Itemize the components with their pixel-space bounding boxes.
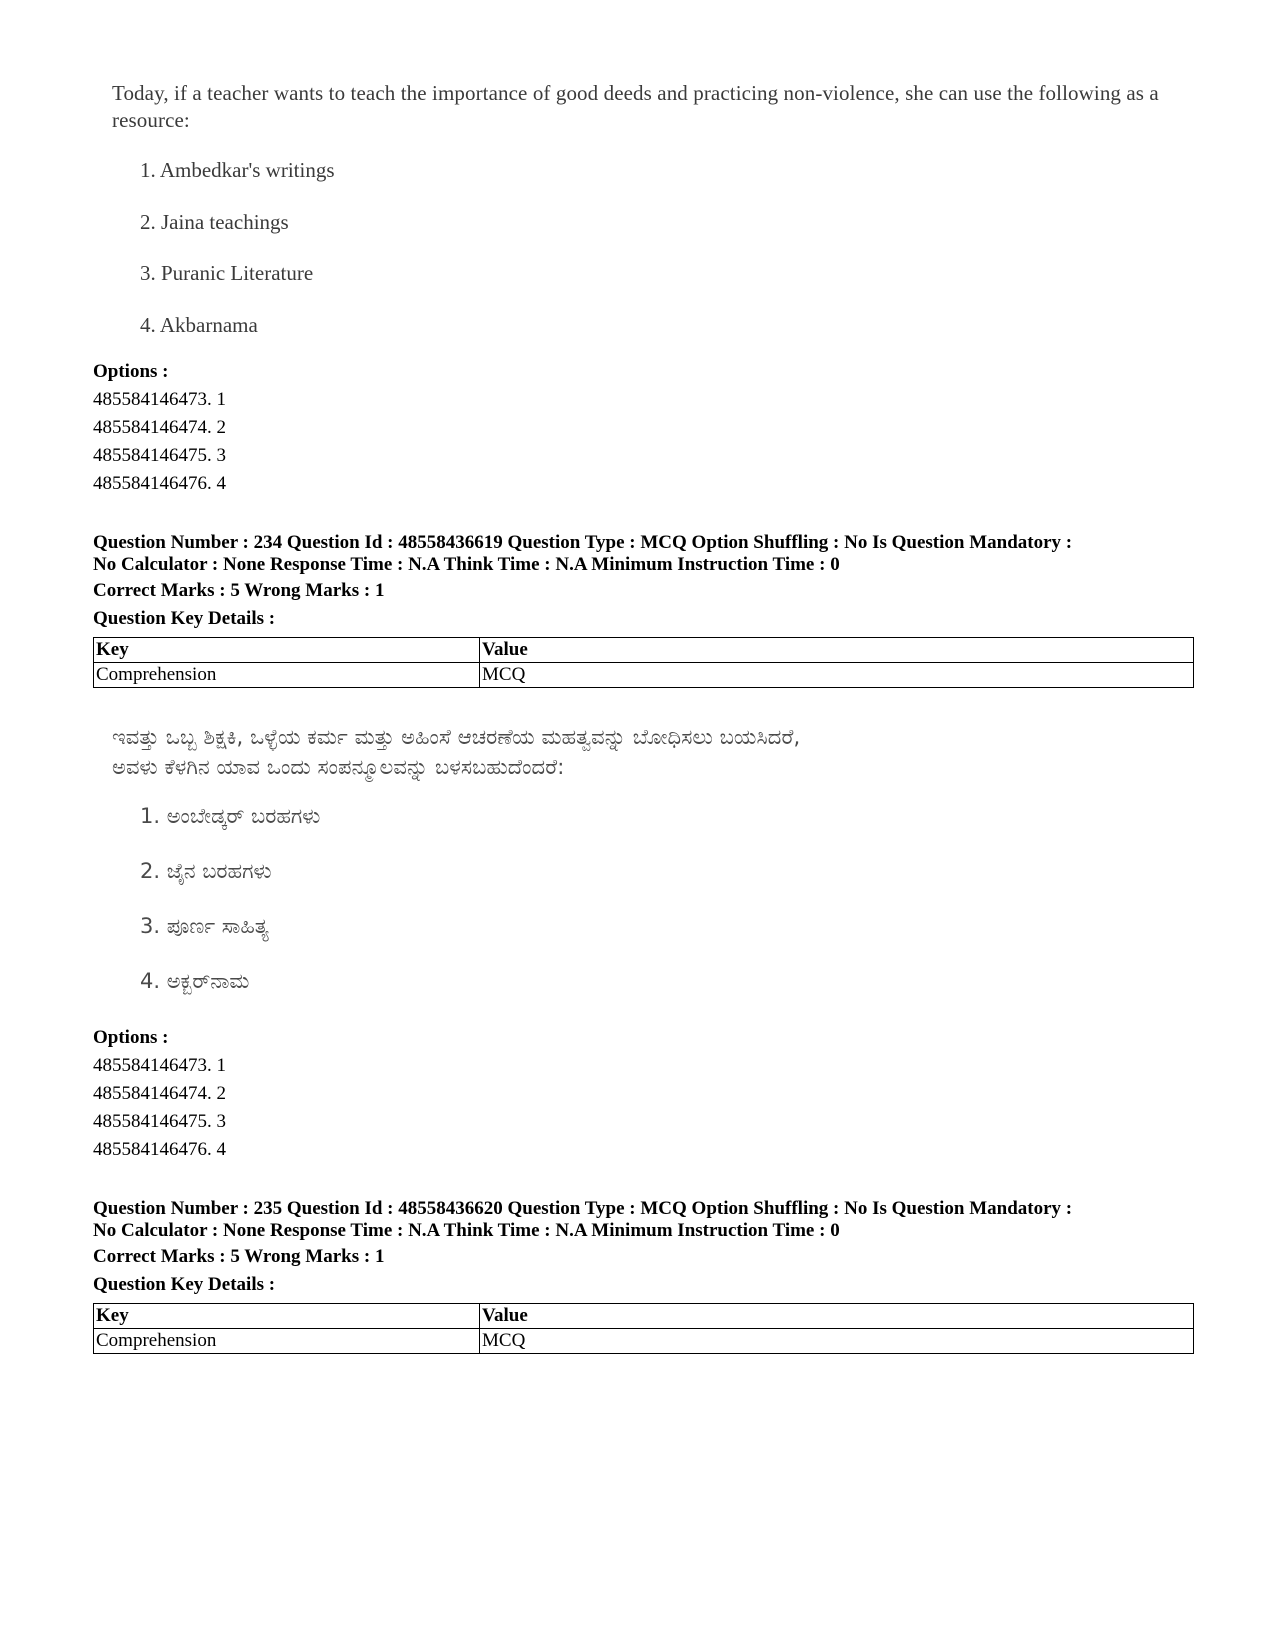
- option-item: 485584146473. 1: [93, 1055, 226, 1076]
- option-item: 485584146473. 1: [93, 389, 226, 410]
- english-question-image: [112, 80, 1172, 337]
- table-cell: MCQ: [480, 1329, 1194, 1354]
- question-key-table: [93, 1303, 1194, 1354]
- list-item: 3. Puranic Literature: [140, 261, 314, 285]
- table-header-cell: Value: [480, 638, 1194, 663]
- question-meta-line: Question Number : 235 Question Id : 48558436620 Question Type : MCQ Option Shuffling : No Is Question Mandatory :: [93, 1198, 1073, 1219]
- options-heading: Options :: [93, 1027, 169, 1048]
- table-header-row: [94, 638, 1194, 663]
- list-item: 2. ಜೈನ ಬರಹಗಳು: [140, 859, 272, 883]
- list-item: 2. Jaina teachings: [140, 210, 289, 234]
- list-item: 3. ಪೂರ್ಣ ಸಾಹಿತ್ಯ: [140, 914, 269, 938]
- list-item: 4. ಅಕ್ಬರ್‌ನಾಮ: [140, 969, 250, 993]
- question-key-table: [93, 637, 1194, 688]
- table-cell: MCQ: [480, 663, 1194, 688]
- question-meta: [93, 532, 1193, 633]
- list-item: 1. ಅಂಬೇಡ್ಕರ್ ಬರಹಗಳು: [140, 804, 321, 828]
- key-details-heading: Question Key Details :: [93, 608, 276, 629]
- table-header-cell: Value: [480, 1304, 1194, 1329]
- table-row: [94, 1329, 1194, 1354]
- question-meta-line: Question Number : 234 Question Id : 48558436619 Question Type : MCQ Option Shuffling : No Is Question Mandatory :: [93, 532, 1073, 553]
- question-stem: Today, if a teacher wants to teach the importance of good deeds and practicing non-violence, she can use the following as a resource:: [112, 81, 1159, 132]
- list-item: 1. Ambedkar's writings: [140, 158, 335, 182]
- table-cell: Comprehension: [94, 1329, 480, 1354]
- option-item: 485584146475. 3: [93, 445, 226, 466]
- question-meta-line: No Calculator : None Response Time : N.A Think Time : N.A Minimum Instruction Time : 0: [93, 1220, 840, 1241]
- question-stem-line: ಅವಳು ಕೆಳಗಿನ ಯಾವ ಒಂದು ಸಂಪನ್ಮೂಲವನ್ನು ಬಳಸಬಹುದೆಂದರೆ:: [112, 755, 565, 779]
- table-cell: Comprehension: [94, 663, 480, 688]
- key-details-heading: Question Key Details :: [93, 1274, 276, 1295]
- kannada-question-image: [112, 722, 1172, 993]
- options-block: [93, 1024, 1193, 1164]
- question-meta-line: No Calculator : None Response Time : N.A Think Time : N.A Minimum Instruction Time : 0: [93, 554, 840, 575]
- options-block: [93, 358, 1193, 498]
- option-item: 485584146475. 3: [93, 1111, 226, 1132]
- options-heading: Options :: [93, 361, 169, 382]
- question-stem-line: ಇವತ್ತು ಒಬ್ಬ ಶಿಕ್ಷಕಿ, ಒಳ್ಳೆಯ ಕರ್ಮ ಮತ್ತು ಅಹಿಂಸೆ ಆಚರಣೆಯ ಮಹತ್ವವನ್ನು ಬೋಧಿಸಲು ಬಯಸಿದರೆ,: [112, 725, 801, 749]
- table-header-cell: Key: [94, 638, 480, 663]
- marks-line: Correct Marks : 5 Wrong Marks : 1: [93, 580, 385, 601]
- option-item: 485584146476. 4: [93, 1139, 226, 1160]
- table-header-cell: Key: [94, 1304, 480, 1329]
- table-header-row: [94, 1304, 1194, 1329]
- marks-line: Correct Marks : 5 Wrong Marks : 1: [93, 1246, 385, 1267]
- option-item: 485584146474. 2: [93, 1083, 226, 1104]
- option-item: 485584146476. 4: [93, 473, 226, 494]
- list-item: 4. Akbarnama: [140, 313, 258, 337]
- table-row: [94, 663, 1194, 688]
- option-item: 485584146474. 2: [93, 417, 226, 438]
- question-meta: [93, 1198, 1193, 1299]
